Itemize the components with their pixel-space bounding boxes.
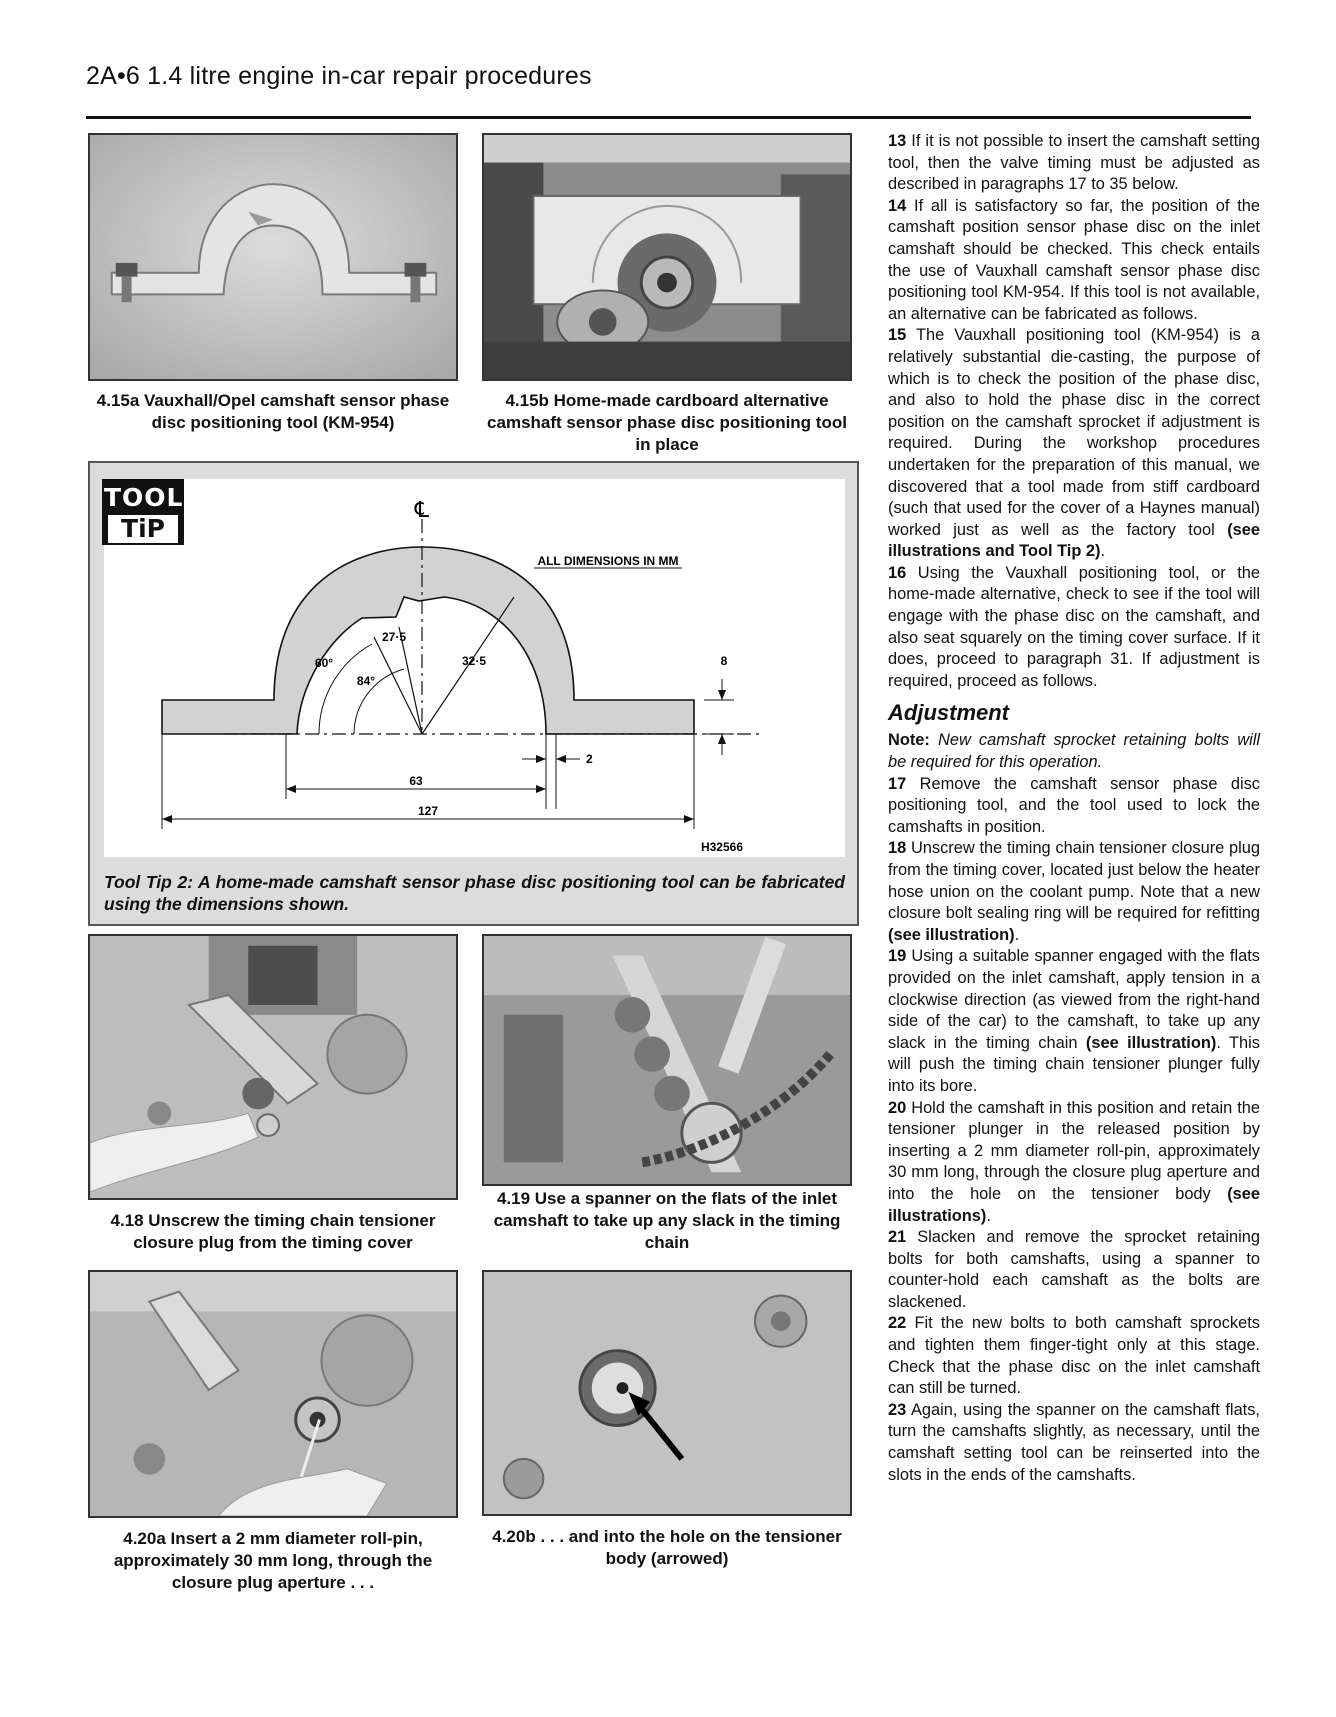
paragraph-14: 14 If all is satisfactory so far, the position of the camshaft position sensor phase disc on the inlet camshaft should be checked. This check entails the use of Vauxhall camshaft sensor phase disc positioning tool KM-954. If this tool is not available, an alternative can be fabricated as follows. bbox=[888, 196, 1260, 323]
angle-84: 84° bbox=[356, 674, 376, 688]
paragraph-17: 17 Remove the camshaft sensor phase disc positioning tool, and the tool used to lock the camshafts in position. bbox=[888, 774, 1260, 836]
section-heading-adjustment: Adjustment bbox=[888, 700, 1009, 726]
caption-4-15b: 4.15b Home-made cardboard alternative camshaft sensor phase disc positioning tool in place bbox=[487, 391, 847, 454]
paragraph-20: 20 Hold the camshaft in this position and retain the tensioner plunger in the released position by inserting a 2 mm diameter roll-pin, approximately 30 mm long, through the closure plug aperture and into the hole on the tensioner body (see illustrations). bbox=[888, 1098, 1260, 1225]
paragraph-16: 16 Using the Vauxhall positioning tool, or the home-made alternative, check to see if the tool will engage with the phase disc on the camshaft, and also seat squarely on the timing cover surface. If it does, proceed to paragraph 31. If adjustment is required, proceed as follows. bbox=[888, 563, 1260, 690]
paragraph-22: 22 Fit the new bolts to both camshaft sprockets and tighten them finger-tight only at this stage. Check that the phase disc on the inlet camshaft can still be turned. bbox=[888, 1314, 1260, 1398]
dim-8: 8 bbox=[720, 654, 728, 668]
tool-tip-badge bbox=[102, 479, 184, 545]
page-title: 2A•6 1.4 litre engine in-car repair procedures bbox=[86, 62, 592, 90]
tool-tip-caption: Tool Tip 2: A home-made camshaft sensor phase disc positioning tool can be fabricated using the dimensions shown. bbox=[104, 872, 845, 914]
units-note: ALL DIMENSIONS IN MM bbox=[537, 554, 679, 568]
text-column bbox=[888, 131, 1260, 1486]
photo-4-15a bbox=[88, 133, 458, 381]
photo-4-20a bbox=[88, 1270, 458, 1518]
dim-27-5: 27·5 bbox=[381, 630, 407, 644]
photo-4-19 bbox=[482, 934, 852, 1186]
tool-tip-diagram bbox=[104, 479, 845, 857]
caption-4-20a: 4.20a Insert a 2 mm diameter roll-pin, approximately 30 mm long, through the closure plug aperture . . . bbox=[113, 1529, 433, 1592]
photo-4-20b bbox=[482, 1270, 852, 1516]
dim-63: 63 bbox=[409, 774, 423, 788]
paragraph-23: 23 Again, using the spanner on the camshaft flats, turn the camshafts slightly, as necessary, until the camshaft setting tool can be reinserted into the slots in the ends of the camshafts. bbox=[888, 1400, 1260, 1484]
paragraph-18: 18 Unscrew the timing chain tensioner closure plug from the timing cover, located just below the heater hose union on the coolant pump. Note that a new closure bolt sealing ring will be required for refitting (see illustration). bbox=[888, 839, 1260, 944]
dim-32-5: 32·5 bbox=[461, 654, 487, 668]
paragraph-21: 21 Slacken and remove the sprocket retaining bolts for both camshafts, using a spanner to counter-hold each camshaft as the bolts are slackened. bbox=[888, 1228, 1261, 1311]
paragraph-13: 13 If it is not possible to insert the camshaft setting tool, then the valve timing must be adjusted as described in paragraphs 17 to 35 below. bbox=[888, 132, 1260, 194]
caption-4-15a: 4.15a Vauxhall/Opel camshaft sensor phase disc positioning tool (KM-954) bbox=[96, 391, 450, 432]
paragraph-19: 19 Using a suitable spanner engaged with the flats provided on the inlet camshaft, apply tension in a clockwise direction (as viewed from the right-hand side of the car) to the camshaft, to take up any slack in the timing chain (see illustration). This will push the timing chain tensioner plunger fully into its bore. bbox=[888, 947, 1260, 1095]
centreline-symbol: ℄ bbox=[414, 498, 430, 523]
page-header bbox=[86, 58, 1251, 119]
paragraph-15: 15 The Vauxhall positioning tool (KM-954) is a relatively substantial die-casting, the purpose of which is to check the position of the phase disc, and also to hold the phase disc in the correct position on the camshaft sprocket if adjustment is required. During the workshop procedures undertaken for the preparation of this manual, we discovered that a tool made from stiff cardboard (such that used for the cover of a Haynes manual) worked just as well as the factory tool (see illustrations and Tool Tip 2). bbox=[888, 326, 1260, 561]
drawing-ref: H32566 bbox=[700, 840, 744, 854]
note: Note: New camshaft sprocket retaining bolts will be required for this operation. bbox=[888, 731, 1260, 772]
caption-4-19: 4.19 Use a spanner on the flats of the inlet camshaft to take up any slack in the timing chain bbox=[493, 1189, 841, 1252]
caption-4-18: 4.18 Unscrew the timing chain tensioner closure plug from the timing cover bbox=[110, 1211, 436, 1252]
dim-2: 2 bbox=[586, 752, 593, 766]
angle-60: 60° bbox=[314, 656, 334, 670]
dim-127: 127 bbox=[417, 804, 439, 818]
tool-badge-bottom: TiP bbox=[108, 515, 178, 543]
tool-badge-top: TOOL bbox=[104, 483, 184, 512]
photo-4-15b bbox=[482, 133, 852, 381]
tool-tip-box bbox=[88, 461, 859, 926]
caption-4-20b: 4.20b . . . and into the hole on the tensioner body (arrowed) bbox=[492, 1527, 842, 1568]
photo-4-18 bbox=[88, 934, 458, 1200]
